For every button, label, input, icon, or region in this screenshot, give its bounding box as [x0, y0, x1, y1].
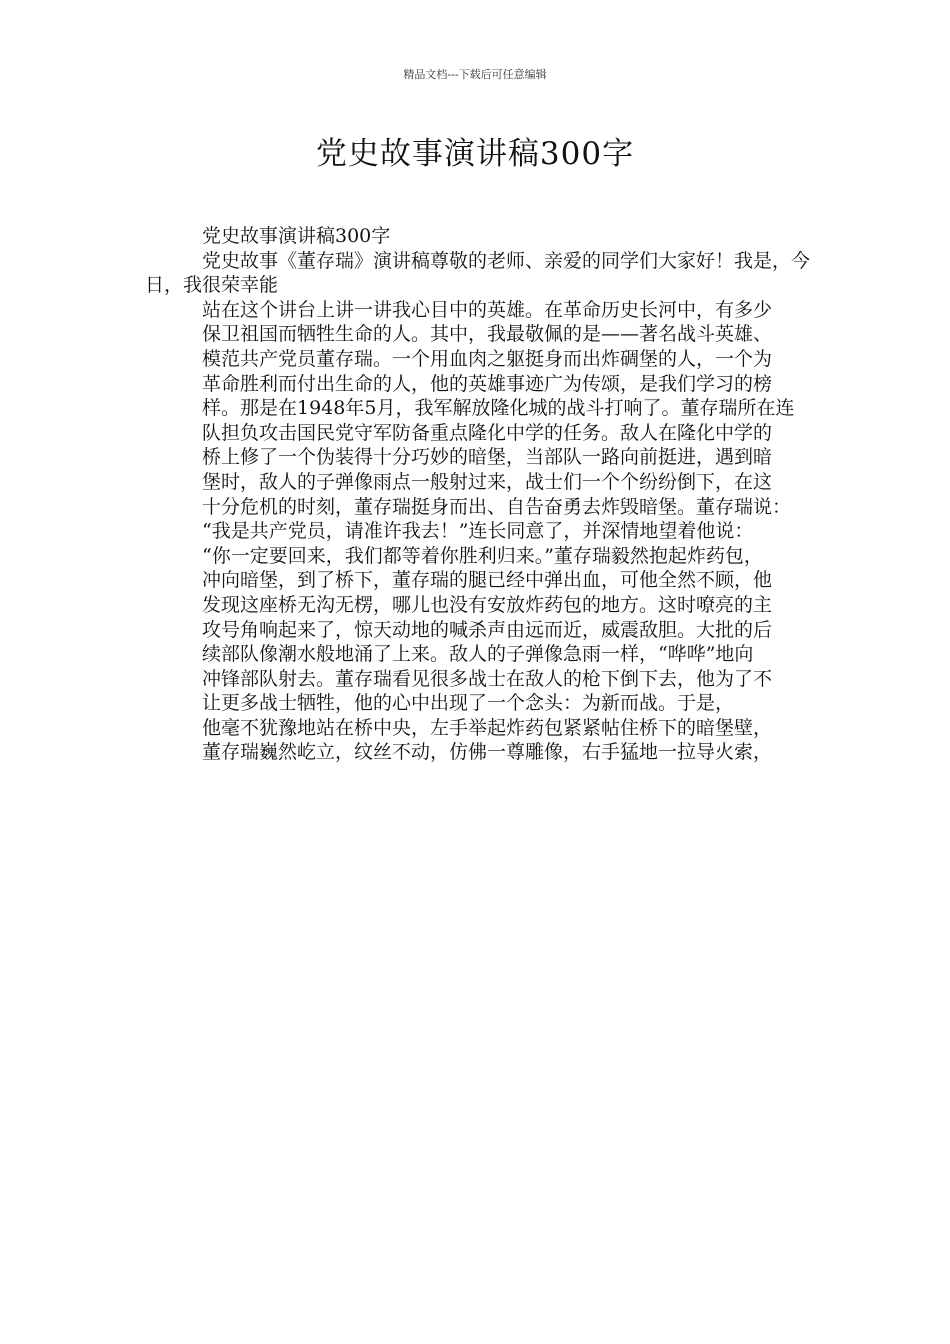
paragraph: 桥上修了一个伪装得十分巧妙的暗堡，当部队一路向前挺进，遇到暗	[202, 446, 773, 469]
paragraph: 发现这座桥无沟无楞，哪儿也没有安放炸药包的地方。这时嘹亮的主	[202, 593, 773, 616]
paragraph: 队担负攻击国民党守军防备重点隆化中学的任务。敌人在隆化中学的	[202, 421, 773, 444]
document-body	[145, 224, 810, 765]
paragraph: 党史故事演讲稿300字	[202, 225, 391, 247]
paragraph: 让更多战士牺牲，他的心中出现了一个念头：为新而战。于是，	[202, 692, 735, 715]
paragraph: 冲向暗堡，到了桥下，董存瑞的腿已经中弹出血，可他全然不顾，他	[202, 569, 773, 592]
paragraph: “我是共产党员，请准许我去！”连长同意了，并深情地望着他说：	[202, 520, 754, 543]
paragraph: 模范共产党员董存瑞。一个用血肉之躯挺身而出炸碉堡的人，一个为	[202, 347, 773, 370]
paragraph: 续部队像潮水般地涌了上来。敌人的子弹像急雨一样，“哗哗”地向	[202, 643, 754, 666]
paragraph: 站在这个讲台上讲一讲我心目中的英雄。在革命历史长河中，有多少	[202, 298, 773, 321]
header-note: 精品文档---下载后可任意编辑	[403, 68, 547, 81]
paragraph: 十分危机的时刻，董存瑞挺身而出、自告奋勇去炸毁暗堡。董存瑞说：	[202, 495, 792, 518]
paragraph: 样。那是在1948年5月，我军解放隆化城的战斗打响了。董存瑞所在连	[202, 397, 795, 420]
paragraph: 攻号角响起来了，惊天动地的喊杀声由远而近，威震敌胆。大批的后	[202, 618, 773, 641]
paragraph: 革命胜利而付出生命的人，他的英雄事迹广为传颂，是我们学习的榜	[202, 372, 773, 395]
paragraph: 堡时，敌人的子弹像雨点一般射过来，战士们一个个纷纷倒下，在这	[202, 470, 773, 493]
paragraph: 董存瑞巍然屹立，纹丝不动，仿佛一尊雕像，右手猛地一拉导火索，	[202, 741, 773, 764]
paragraph: 他毫不犹豫地站在桥中央，左手举起炸药包紧紧帖住桥下的暗堡壁，	[202, 716, 773, 739]
paragraph: 保卫祖国而牺牲生命的人。其中，我最敬佩的是——著名战斗英雄、	[202, 323, 773, 346]
paragraph: 党史故事《董存瑞》演讲稿尊敬的老师、亲爱的同学们大家好！我是，今日，我很荣幸能	[145, 249, 811, 297]
paragraph: 冲锋部队射去。董存瑞看见很多战士在敌人的枪下倒下去，他为了不	[202, 667, 773, 690]
document-title: 党史故事演讲稿300字	[315, 136, 635, 172]
paragraph: “你一定要回来，我们都等着你胜利归来。”董存瑞毅然抱起炸药包，	[202, 544, 763, 567]
